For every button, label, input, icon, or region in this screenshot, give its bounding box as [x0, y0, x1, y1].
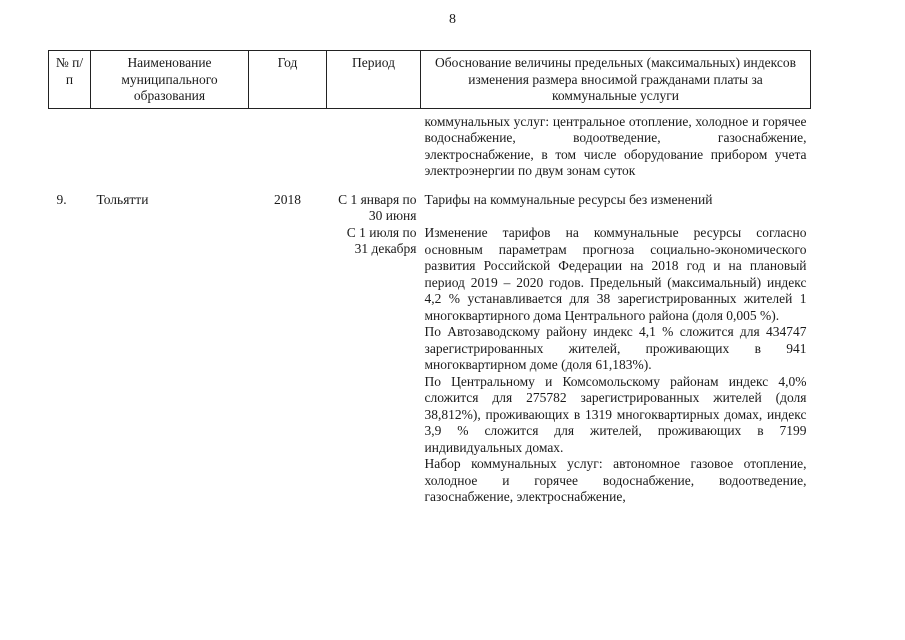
- justification-paragraph: Набор коммунальных услуг: автономное газовое отопление, холодное и горячее водоснабжение, водоотведение, газоснабжение, электроснабжение,: [424, 456, 807, 504]
- justification-paragraph: Изменение тарифов на коммунальные ресурсы согласно основным параметрам прогноза социально-экономического развития Российской Федерации на 2018 год и на плановый период 2019 – 2020 годов. Предельный (максимальный) индекс 4,2 % устанавливается для 38 зарегистрированных жителей 1 многоквартирного дома Центрального района (доля 0,005 %).: [424, 225, 807, 323]
- justification-paragraph: По Центральному и Комсомольскому районам индекс 4,0% сложится для 275782 зарегистрированных жителей (доля 38,812%), проживающих в 1319 многоквартирных домах, индекс 3,9 % сложится для жителей, проживающих в 7199 индивидуальных домах.: [424, 373, 807, 455]
- header-period: Период: [327, 51, 421, 109]
- justification-first-period: Тарифы на коммунальные ресурсы без изменений: [424, 191, 713, 207]
- header-justification: Обоснование величины предельных (максимальных) индексов изменения размера вносимой гражданами платы за коммунальные услуги: [421, 51, 811, 109]
- period-cell: [327, 180, 421, 506]
- row-year: 2018: [274, 191, 301, 207]
- justification-paragraph: По Автозаводскому району индекс 4,1 % сложится для 434747 зарегистрированных жителей, проживающих в 941 многоквартирном доме (доля 61,183%).: [424, 324, 807, 372]
- table-header-row: [49, 51, 811, 109]
- header-municipality: Наименование муниципального образования: [91, 51, 249, 109]
- table-row-continuation: [49, 108, 811, 180]
- justification-cell: [421, 180, 811, 506]
- row-number: 9.: [56, 191, 67, 207]
- period-second-half: С 1 июля по 31 декабря: [346, 224, 417, 256]
- header-number: № п/п: [49, 51, 91, 109]
- tariff-index-table: [48, 50, 811, 506]
- page-number: 8: [449, 12, 456, 27]
- continuation-text: коммунальных услуг: центральное отопление, холодное и горячее водоснабжение, водоотведение, газоснабжение, электроснабжение, в том числе оборудование прибором учета электроэнергии по двум зонам суток: [424, 113, 807, 178]
- header-year: Год: [249, 51, 327, 109]
- municipality-name: Тольятти: [96, 191, 149, 207]
- period-first-half: С 1 января по 30 июня: [338, 191, 417, 223]
- table-row: [49, 180, 811, 506]
